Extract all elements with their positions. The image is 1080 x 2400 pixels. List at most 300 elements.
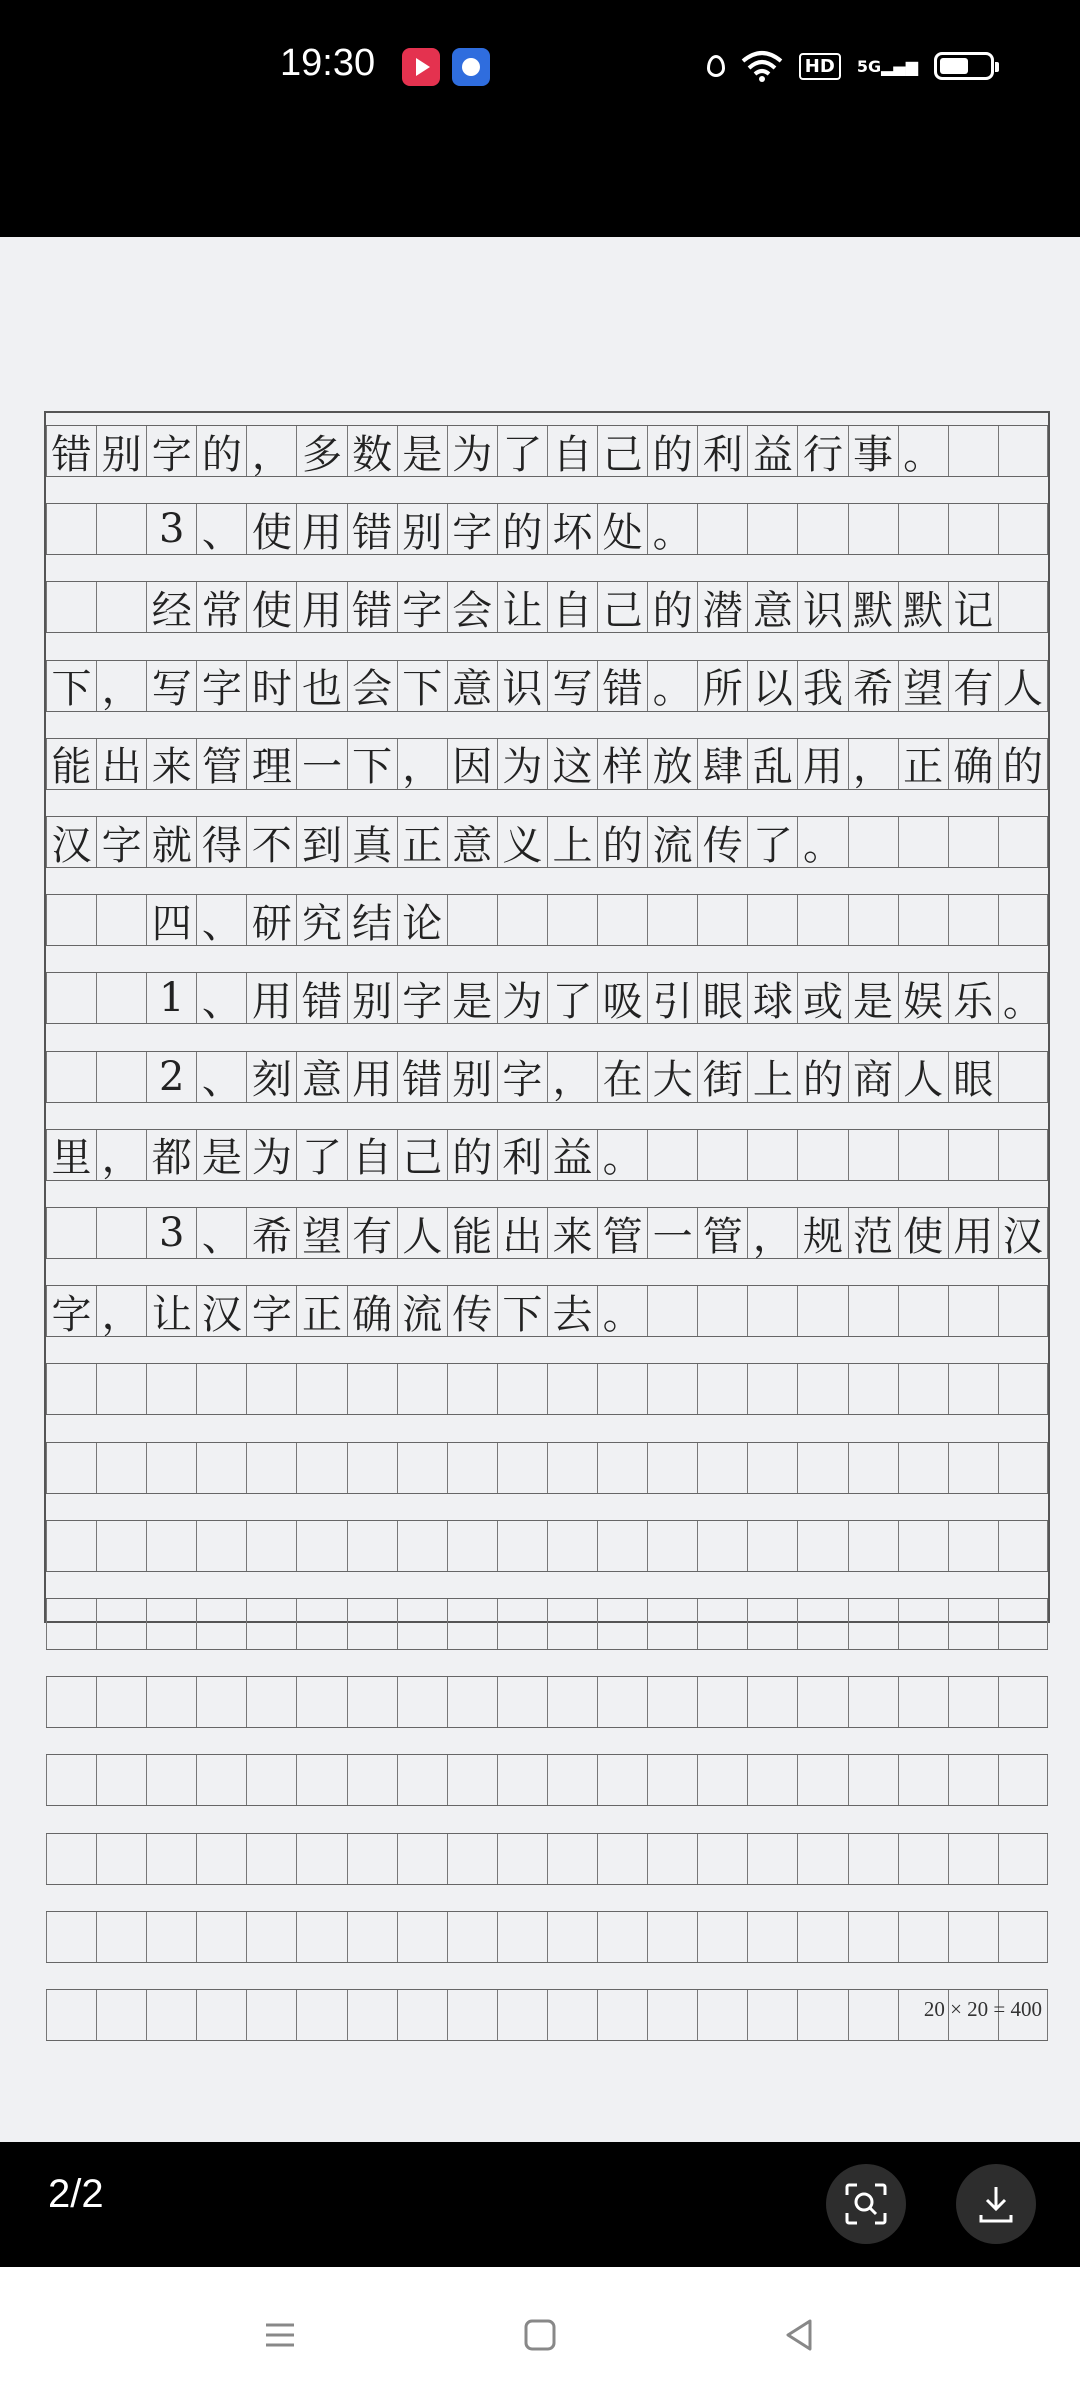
grid-cell: 。 <box>597 1130 647 1180</box>
grid-cell <box>647 1364 697 1414</box>
grid-row <box>46 816 1048 868</box>
grid-cell: 的 <box>447 1130 497 1180</box>
scan-search-icon <box>843 2181 889 2227</box>
grid-cell <box>96 1990 146 2040</box>
grid-cell: 使 <box>898 1208 948 1258</box>
grid-cell <box>747 1912 797 1962</box>
grid-cell <box>647 1599 697 1649</box>
grid-cell: 用 <box>246 973 296 1023</box>
grid-cell: 确 <box>347 1286 397 1336</box>
grid-cell <box>647 1912 697 1962</box>
grid-cell: 引 <box>647 973 697 1023</box>
grid-cell <box>998 1286 1048 1336</box>
grid-cell: 让 <box>146 1286 196 1336</box>
grid-cell <box>96 1755 146 1805</box>
grid-cell: 放 <box>647 739 697 789</box>
grid-row <box>46 1051 1048 1103</box>
grid-cell <box>397 1912 447 1962</box>
grid-cell: 下 <box>497 1286 547 1336</box>
grid-cell: 传 <box>447 1286 497 1336</box>
grid-cell: 了 <box>747 817 797 867</box>
grid-cell <box>647 1755 697 1805</box>
grid-cell: 行 <box>797 426 847 476</box>
grid-cell: 以 <box>747 661 797 711</box>
grid-cell <box>948 1677 998 1727</box>
grid-cell <box>747 1599 797 1649</box>
grid-cell: 意 <box>296 1052 346 1102</box>
grid-cell: 益 <box>547 1130 597 1180</box>
grid-cell: 商 <box>848 1052 898 1102</box>
grid-cell: 到 <box>296 817 346 867</box>
grid-cell <box>246 1599 296 1649</box>
grid-cell: 眼 <box>697 973 747 1023</box>
grid-cell <box>647 1521 697 1571</box>
grid-cell: 错 <box>46 426 96 476</box>
grid-cell: 多 <box>296 426 346 476</box>
grid-cell: 意 <box>447 661 497 711</box>
grid-cell: 别 <box>347 973 397 1023</box>
grid-cell: 吸 <box>597 973 647 1023</box>
grid-cell <box>547 1912 597 1962</box>
grid-cell <box>647 895 697 945</box>
grid-cell <box>597 1364 647 1414</box>
grid-cell: 出 <box>497 1208 547 1258</box>
grid-cell <box>447 1990 497 2040</box>
grid-cell: 人 <box>397 1208 447 1258</box>
grid-cell: 是 <box>447 973 497 1023</box>
grid-cell <box>747 1990 797 2040</box>
grid-cell: 人 <box>898 1052 948 1102</box>
grid-cell: 流 <box>397 1286 447 1336</box>
home-button[interactable] <box>518 2313 562 2357</box>
grid-cell <box>497 1599 547 1649</box>
grid-cell: 数 <box>347 426 397 476</box>
status-bar <box>0 0 1080 237</box>
grid-row <box>46 738 1048 790</box>
grid-cell: 正 <box>296 1286 346 1336</box>
grid-cell: 常 <box>196 582 246 632</box>
recent-apps-button[interactable] <box>258 2313 302 2357</box>
grid-cell: 识 <box>797 582 847 632</box>
grid-cell: 字 <box>447 504 497 554</box>
grid-cell <box>246 1677 296 1727</box>
manuscript-grid <box>44 411 1050 1623</box>
page-note: 20 × 20 = 400 <box>923 1997 1042 2021</box>
grid-cell: 的 <box>998 739 1048 789</box>
grid-cell: 、 <box>196 504 246 554</box>
grid-cell <box>948 1443 998 1493</box>
grid-cell <box>547 1677 597 1727</box>
grid-cell <box>547 895 597 945</box>
grid-cell <box>497 1521 547 1571</box>
grid-cell <box>96 1443 146 1493</box>
grid-cell <box>647 1677 697 1727</box>
grid-cell <box>296 1834 346 1884</box>
grid-cell <box>96 1208 146 1258</box>
grid-cell <box>998 582 1048 632</box>
grid-cell: 为 <box>246 1130 296 1180</box>
grid-cell: 或 <box>797 973 847 1023</box>
grid-cell <box>747 1677 797 1727</box>
grid-cell <box>697 1599 747 1649</box>
grid-cell: 大 <box>647 1052 697 1102</box>
grid-cell: 出 <box>96 739 146 789</box>
grid-cell <box>497 1990 547 2040</box>
grid-row <box>46 1754 1048 1806</box>
grid-cell <box>848 1130 898 1180</box>
grid-cell: 错 <box>347 504 397 554</box>
grid-cell <box>497 895 547 945</box>
grid-cell: 为 <box>447 426 497 476</box>
grid-cell: 这 <box>547 739 597 789</box>
youtube-app-icon <box>402 48 440 86</box>
grid-cell <box>447 1912 497 1962</box>
grid-cell <box>347 1599 397 1649</box>
grid-cell <box>46 1990 96 2040</box>
grid-cell <box>497 1443 547 1493</box>
grid-cell: 错 <box>597 661 647 711</box>
grid-cell <box>296 1755 346 1805</box>
grid-cell <box>196 1990 246 2040</box>
grid-cell: 都 <box>146 1130 196 1180</box>
grid-cell <box>497 1677 547 1727</box>
grid-cell <box>497 1834 547 1884</box>
grid-cell <box>898 817 948 867</box>
grid-cell <box>998 426 1048 476</box>
grid-cell <box>747 1286 797 1336</box>
grid-cell <box>447 895 497 945</box>
grid-cell <box>647 1130 697 1180</box>
grid-cell: 义 <box>497 817 547 867</box>
grid-cell <box>96 504 146 554</box>
grid-cell: ， <box>96 1286 146 1336</box>
grid-cell: ， <box>547 1052 597 1102</box>
grid-cell <box>747 1364 797 1414</box>
grid-cell: 是 <box>196 1130 246 1180</box>
grid-cell: 就 <box>146 817 196 867</box>
grid-row <box>46 1598 1048 1650</box>
grid-cell <box>797 895 847 945</box>
grid-cell <box>797 504 847 554</box>
grid-cell: 了 <box>547 973 597 1023</box>
grid-cell <box>246 1912 296 1962</box>
grid-cell <box>747 1443 797 1493</box>
grid-cell <box>547 1364 597 1414</box>
grid-cell <box>797 1677 847 1727</box>
scan-search-button[interactable] <box>826 2164 906 2244</box>
grid-cell <box>96 1834 146 1884</box>
grid-cell: 了 <box>497 426 547 476</box>
battery-icon <box>934 52 994 80</box>
grid-cell: 、 <box>196 1208 246 1258</box>
grid-cell <box>547 1599 597 1649</box>
grid-cell <box>998 1677 1048 1727</box>
grid-cell: 了 <box>296 1130 346 1180</box>
grid-cell <box>647 1990 697 2040</box>
grid-cell <box>447 1834 497 1884</box>
grid-cell <box>948 426 998 476</box>
grid-cell: 写 <box>547 661 597 711</box>
grid-cell: 的 <box>647 582 697 632</box>
grid-cell: 希 <box>246 1208 296 1258</box>
grid-cell: 错 <box>347 582 397 632</box>
grid-cell <box>347 1755 397 1805</box>
grid-cell: 为 <box>497 739 547 789</box>
home-square-icon <box>520 2315 560 2355</box>
grid-cell: 处 <box>597 504 647 554</box>
grid-cell <box>547 1990 597 2040</box>
grid-cell <box>96 1677 146 1727</box>
grid-row <box>46 581 1048 633</box>
grid-cell: 娱 <box>898 973 948 1023</box>
grid-cell <box>296 1443 346 1493</box>
grid-cell <box>998 817 1048 867</box>
grid-cell: 样 <box>597 739 647 789</box>
grid-cell <box>697 504 747 554</box>
grid-cell <box>948 1755 998 1805</box>
grid-cell <box>797 1990 847 2040</box>
grid-cell: 字 <box>246 1286 296 1336</box>
grid-cell: 3 <box>146 504 196 554</box>
grid-cell <box>397 1990 447 2040</box>
grid-cell: 汉 <box>196 1286 246 1336</box>
grid-cell: ， <box>96 661 146 711</box>
grid-cell: 己 <box>597 426 647 476</box>
grid-cell: 结 <box>347 895 397 945</box>
grid-cell <box>196 1677 246 1727</box>
grid-cell <box>697 1677 747 1727</box>
grid-cell <box>898 1912 948 1962</box>
grid-cell <box>447 1599 497 1649</box>
grid-cell: 的 <box>597 817 647 867</box>
grid-cell <box>948 1599 998 1649</box>
grid-cell <box>46 1364 96 1414</box>
grid-cell <box>46 1912 96 1962</box>
grid-cell <box>848 1755 898 1805</box>
grid-cell <box>146 1599 196 1649</box>
grid-cell: 。 <box>797 817 847 867</box>
grid-cell <box>747 1521 797 1571</box>
grid-cell <box>196 1599 246 1649</box>
grid-cell: 的 <box>196 426 246 476</box>
grid-cell <box>246 1364 296 1414</box>
grid-cell <box>898 1834 948 1884</box>
grid-cell <box>146 1521 196 1571</box>
grid-cell <box>196 1834 246 1884</box>
grid-cell: ， <box>397 739 447 789</box>
grid-cell <box>46 1208 96 1258</box>
grid-cell: 。 <box>647 504 697 554</box>
grid-cell: 正 <box>898 739 948 789</box>
grid-cell: ， <box>747 1208 797 1258</box>
grid-cell <box>447 1364 497 1414</box>
document-page <box>0 237 1080 2142</box>
grid-cell <box>697 1521 747 1571</box>
grid-cell <box>848 1599 898 1649</box>
grid-cell <box>547 1443 597 1493</box>
grid-cell: ， <box>848 739 898 789</box>
back-triangle-icon <box>780 2315 820 2355</box>
baidu-app-icon <box>452 48 490 86</box>
grid-cell <box>998 1755 1048 1805</box>
grid-cell: 街 <box>697 1052 747 1102</box>
grid-cell: 因 <box>447 739 497 789</box>
grid-cell: ， <box>96 1130 146 1180</box>
grid-cell: 经 <box>146 582 196 632</box>
grid-row <box>46 972 1048 1024</box>
grid-row <box>46 1911 1048 1963</box>
grid-cell <box>697 1130 747 1180</box>
grid-cell <box>948 1364 998 1414</box>
grid-cell <box>597 1443 647 1493</box>
grid-cell <box>497 1912 547 1962</box>
grid-cell: 下 <box>397 661 447 711</box>
grid-cell <box>848 1990 898 2040</box>
grid-cell <box>397 1364 447 1414</box>
grid-cell: 我 <box>797 661 847 711</box>
grid-cell <box>597 1677 647 1727</box>
grid-cell <box>747 1755 797 1805</box>
grid-cell: 范 <box>848 1208 898 1258</box>
grid-cell <box>146 1912 196 1962</box>
grid-cell <box>447 1755 497 1805</box>
grid-cell: 汉 <box>46 817 96 867</box>
grid-cell: 汉 <box>998 1208 1048 1258</box>
grid-cell: 不 <box>246 817 296 867</box>
grid-cell: 用 <box>347 1052 397 1102</box>
grid-cell: 用 <box>948 1208 998 1258</box>
grid-cell: 上 <box>547 817 597 867</box>
grid-cell <box>296 1990 346 2040</box>
grid-cell: 球 <box>747 973 797 1023</box>
grid-cell <box>898 1599 948 1649</box>
grid-cell: 传 <box>697 817 747 867</box>
grid-cell: 己 <box>397 1130 447 1180</box>
grid-cell <box>196 1755 246 1805</box>
grid-cell <box>697 1834 747 1884</box>
grid-row <box>46 1833 1048 1885</box>
grid-cell <box>848 817 898 867</box>
grid-cell: 管 <box>697 1208 747 1258</box>
grid-cell <box>998 1834 1048 1884</box>
grid-cell <box>797 1834 847 1884</box>
grid-cell: 字 <box>397 582 447 632</box>
grid-cell: 默 <box>848 582 898 632</box>
grid-cell <box>497 1755 547 1805</box>
back-button[interactable] <box>778 2313 822 2357</box>
grid-cell: 字 <box>196 661 246 711</box>
grid-cell: 1 <box>146 973 196 1023</box>
grid-cell <box>647 1834 697 1884</box>
grid-cell <box>848 1286 898 1336</box>
grid-cell: 规 <box>797 1208 847 1258</box>
grid-cell <box>347 1912 397 1962</box>
grid-cell <box>347 1364 397 1414</box>
grid-cell <box>697 1286 747 1336</box>
grid-cell <box>46 582 96 632</box>
grid-cell: 希 <box>848 661 898 711</box>
grid-cell: 一 <box>296 739 346 789</box>
grid-cell: 利 <box>697 426 747 476</box>
grid-cell: 意 <box>747 582 797 632</box>
grid-cell <box>747 1130 797 1180</box>
system-icons <box>707 44 994 88</box>
grid-cell <box>196 1364 246 1414</box>
grid-cell <box>547 1834 597 1884</box>
grid-cell: 为 <box>497 973 547 1023</box>
grid-cell: 下 <box>46 661 96 711</box>
grid-cell: 别 <box>397 504 447 554</box>
grid-cell: 人 <box>998 661 1048 711</box>
grid-cell: 肆 <box>697 739 747 789</box>
grid-cell: 字 <box>146 426 196 476</box>
grid-row <box>46 660 1048 712</box>
grid-cell: 有 <box>347 1208 397 1258</box>
grid-cell <box>998 1912 1048 1962</box>
grid-cell <box>998 1521 1048 1571</box>
grid-cell <box>948 1130 998 1180</box>
grid-cell: 去 <box>547 1286 597 1336</box>
grid-cell <box>898 1443 948 1493</box>
grid-cell <box>898 1130 948 1180</box>
grid-cell <box>397 1521 447 1571</box>
download-button[interactable] <box>956 2164 1036 2244</box>
grid-cell <box>296 1677 346 1727</box>
grid-cell <box>246 1443 296 1493</box>
grid-cell <box>998 1443 1048 1493</box>
grid-cell: 研 <box>246 895 296 945</box>
data-saver-icon <box>707 55 725 77</box>
grid-cell <box>948 1521 998 1571</box>
viewer-toolbar <box>0 2142 1080 2267</box>
grid-cell <box>246 1834 296 1884</box>
grid-cell: 流 <box>647 817 697 867</box>
grid-cell <box>898 1364 948 1414</box>
grid-cell: 字 <box>497 1052 547 1102</box>
grid-cell <box>46 504 96 554</box>
grid-cell <box>797 1286 847 1336</box>
grid-cell: 四 <box>146 895 196 945</box>
grid-row <box>46 1442 1048 1494</box>
grid-cell: 字 <box>46 1286 96 1336</box>
grid-cell: 别 <box>447 1052 497 1102</box>
grid-cell <box>948 895 998 945</box>
grid-cell <box>96 1599 146 1649</box>
grid-cell <box>697 1364 747 1414</box>
grid-cell: 意 <box>447 817 497 867</box>
grid-cell: 。 <box>597 1286 647 1336</box>
grid-cell <box>46 1834 96 1884</box>
grid-cell <box>998 1052 1048 1102</box>
grid-cell <box>898 1755 948 1805</box>
grid-cell <box>46 1443 96 1493</box>
signal-icon: 5G▂▄▆ <box>856 56 918 76</box>
grid-cell <box>797 1599 847 1649</box>
grid-row <box>46 894 1048 946</box>
grid-cell <box>397 1443 447 1493</box>
grid-row <box>46 1363 1048 1415</box>
grid-cell: 错 <box>397 1052 447 1102</box>
grid-cell <box>647 1443 697 1493</box>
grid-cell <box>797 1521 847 1571</box>
grid-row <box>46 503 1048 555</box>
grid-cell <box>347 1521 397 1571</box>
grid-cell: 究 <box>296 895 346 945</box>
grid-cell <box>46 1677 96 1727</box>
grid-cell: 真 <box>347 817 397 867</box>
grid-cell: 在 <box>597 1052 647 1102</box>
grid-cell <box>647 1286 697 1336</box>
